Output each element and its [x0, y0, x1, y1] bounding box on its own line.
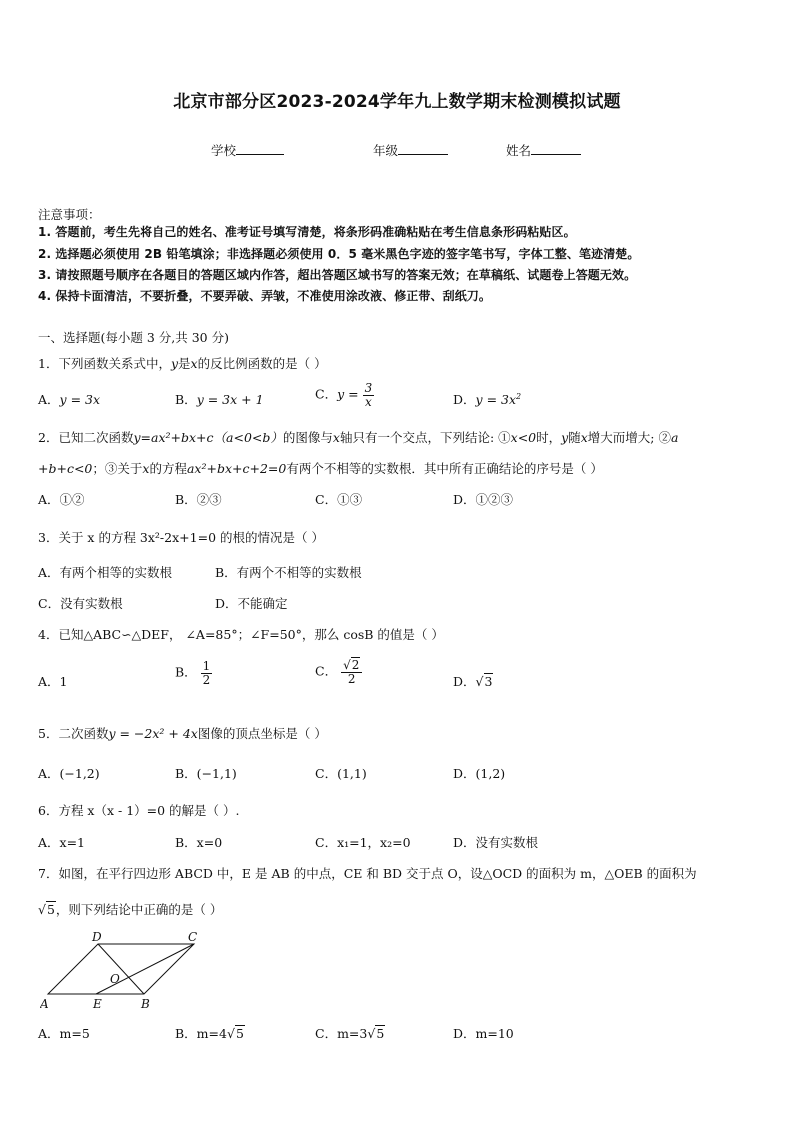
q1-option-d: D．$y = 3x^2$ — [453, 391, 522, 407]
q1-option-c: C．y = $\frac{3}{x}$ — [315, 381, 373, 409]
label-e: E — [93, 997, 102, 1011]
segment-ce — [96, 944, 194, 994]
school-blank — [236, 144, 284, 155]
q4-option-a: A．1 — [38, 674, 68, 689]
q2-option-c: C．①③ — [315, 492, 363, 507]
question-1-stem: 1．下列函数关系式中，y是x的反比例函数的是（ ） — [38, 356, 327, 371]
question-4-stem: 4．已知△ABC∽△DEF， ∠A=85°；∠F=50°，那么 cosB 的值是（ ） — [38, 627, 444, 642]
q4-option-b: B． $\frac{1}{2}$ — [175, 659, 211, 687]
q4-option-c: C． $\frac{√2}{2}$ — [315, 659, 362, 685]
q1-option-b: B．y = 3x + 1 — [175, 392, 264, 407]
question-6-stem: 6．方程 x（x - 1）=0 的解是（ ）. — [38, 803, 240, 818]
label-d: D — [92, 930, 102, 944]
label-c: C — [188, 930, 198, 944]
q6-option-c: C．x₁=1，x₂=0 — [315, 835, 411, 850]
q6-option-d: D．没有实数根 — [453, 835, 539, 850]
q3-option-b: B．有两个不相等的实数根 — [215, 565, 362, 580]
label-a: A — [40, 997, 49, 1011]
q5-option-b: B．(−1,1) — [175, 766, 237, 781]
q5-option-a: A．(−1,2) — [38, 766, 100, 781]
note-item: 3. 请按照题号顺序在各题目的答题区域内作答，超出答题区域书写的答案无效；在草稿纸、试题卷上答题无效。 — [38, 268, 637, 282]
grade-field — [373, 141, 448, 159]
name-field — [506, 141, 581, 159]
note-item: 4. 保持卡面清洁，不要折叠，不要弄破、弄皱，不准使用涂改液、修正带、刮纸刀。 — [38, 289, 491, 303]
q6-option-a: A．x=1 — [38, 835, 86, 850]
q3-option-a: A．有两个相等的实数根 — [38, 565, 173, 580]
q7-option-d: D．m=10 — [453, 1026, 514, 1041]
label-o: O — [110, 972, 120, 986]
q2-option-a: A．①② — [38, 492, 85, 507]
question-5-stem: 5．二次函数y = −2x² + 4x图像的顶点坐标是（ ） — [38, 726, 327, 741]
section-heading: 一、选择题(每小题 3 分,共 30 分) — [38, 330, 229, 345]
q7-option-c: C．m=3√5 — [315, 1026, 385, 1041]
question-7-line1: 7．如图，在平行四边形 ABCD 中，E 是 AB 的中点，CE 和 BD 交于点 O，设△OCD 的面积为 m，△OEB 的面积为 — [38, 866, 697, 881]
q5-option-d: D．(1,2) — [453, 766, 506, 781]
note-item: 2. 选择题必须使用 2B 铅笔填涂；非选择题必须使用 0．5 毫米黑色字迹的签字笔书写，字体工整、笔迹清楚。 — [38, 247, 640, 261]
segment-bd — [98, 944, 144, 994]
name-label: 姓名 — [506, 143, 532, 158]
name-blank — [531, 144, 581, 155]
question-2-line1: 2．已知二次函数y=ax²+bx+c（a<0<b）的图像与x轴只有一个交点，下列结论: ①x<0时，y随x增大而增大; ②a — [38, 430, 679, 445]
q3-option-d: D．不能确定 — [215, 596, 288, 611]
q2-option-d: D．①②③ — [453, 492, 514, 507]
grade-label: 年级 — [373, 143, 399, 158]
school-field — [211, 141, 284, 159]
question-7-line2: √5，则下列结论中正确的是（ ） — [38, 902, 223, 917]
question-2-line2: +b+c<0；③关于x的方程ax²+bx+c+2=0有两个不相等的实数根．其中所有正确结论的序号是（ ） — [38, 461, 603, 476]
q2-option-b: B．②③ — [175, 492, 222, 507]
parallelogram-figure — [40, 928, 210, 1014]
label-b: B — [141, 997, 150, 1011]
q3-option-c: C．没有实数根 — [38, 596, 123, 611]
notes-heading: 注意事项： — [38, 207, 101, 222]
question-3-stem: 3．关于 x 的方程 3x²-2x+1=0 的根的情况是（ ） — [38, 530, 324, 545]
q4-option-d: D．√3 — [453, 674, 493, 689]
q7-option-a: A．m=5 — [38, 1026, 90, 1041]
note-item: 1. 答题前，考生先将自己的姓名、准考证号填写清楚，将条形码准确粘贴在考生信息条形码粘贴区。 — [38, 225, 576, 239]
page-title: 北京市部分区2023-2024学年九上数学期末检测模拟试题 — [173, 92, 621, 112]
q7-option-b: B．m=4√5 — [175, 1026, 244, 1041]
q1-option-a: A．y = 3x — [38, 392, 101, 407]
school-label: 学校 — [211, 143, 237, 158]
q6-option-b: B．x=0 — [175, 835, 223, 850]
q5-option-c: C．(1,1) — [315, 766, 367, 781]
grade-blank — [398, 144, 448, 155]
